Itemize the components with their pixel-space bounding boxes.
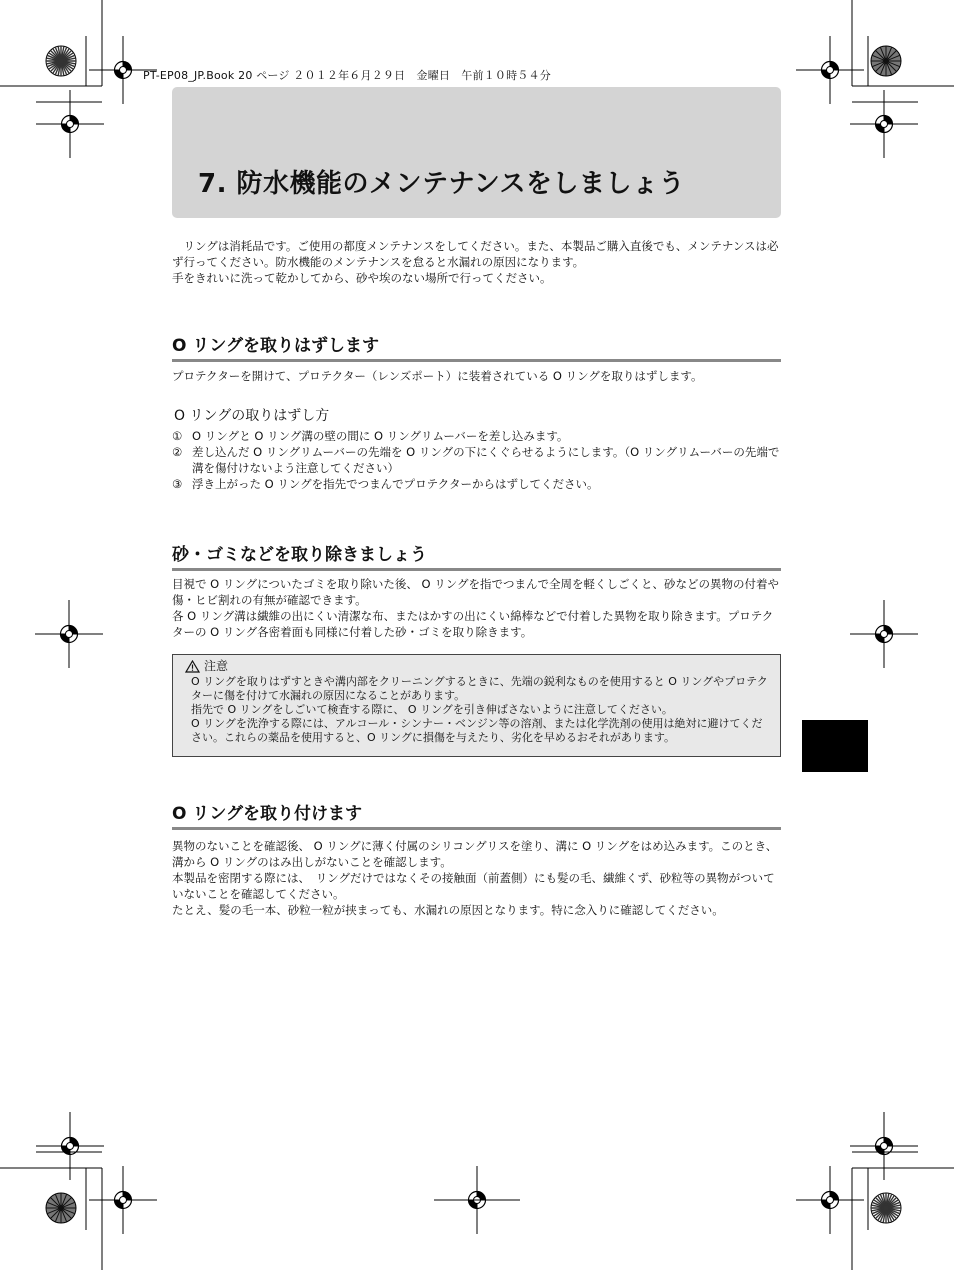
section3-paragraph: 異物のないことを確認後、 O リングに薄く付属のシリコングリスを塗り、溝に O リングをはめ込みます。このとき、溝から O リングのはみ出しがないことを確認します。: [172, 839, 778, 869]
step-number: ③: [172, 477, 183, 491]
section3-paragraph: 本製品を密閉する際には、 リングだけではなくその接触面（前蓋側）にも髪の毛、繊維くず、砂粒等の異物がついていないことを確認してください。: [172, 871, 775, 901]
intro-paragraph: リングは消耗品です。ご使用の都度メンテナンスをしてください。また、本製品ご購入直後でも、メンテナンスは必ず行ってください。防水機能のメンテナンスを怠ると水漏れの原因になります。: [172, 239, 779, 269]
section-heading-clean: 砂・ゴミなどを取り除きましょう: [172, 540, 781, 571]
section1-text: プロテクターを開けて、プロテクター（レンズポート）に装着されている O リングを取りはずします。: [172, 369, 703, 383]
section-heading-remove: O リングを取りはずします: [172, 331, 781, 362]
caution-title: 注意: [204, 659, 229, 673]
step-number: ①: [172, 429, 183, 443]
caution-item: 指先で O リングをしごいて検査する際に、 O リングを引き伸ばさないように注意してください。: [191, 703, 673, 716]
section2-paragraph: 各 O リング溝は繊維の出にくい清潔な布、またはかすの出にくい綿棒などで付着した異物を取り除きます。プロテクターの O リング各密着面も同様に付着した砂・ゴミを取り除きます。: [172, 609, 774, 639]
step-number: ②: [172, 445, 183, 459]
section3-paragraph: たとえ、髪の毛一本、砂粒一粒が挟まっても、水漏れの原因となります。特に念入りに確認してください。: [172, 903, 724, 917]
print-header: PT-EP08_JP.Book 20 ページ ２０１２年６月２９日 金曜日 午前１０時５４分: [143, 69, 551, 82]
page-title: 7. 防水機能のメンテナンスをしましょう: [198, 169, 685, 199]
section-heading-attach: O リングを取り付けます: [172, 799, 781, 830]
step-text: O リングと O リング溝の壁の間に O リングリムーバーを差し込みます。: [192, 429, 569, 443]
subheading-removal-method: O リングの取りはずし方: [174, 408, 330, 424]
caution-item: O リングを取りはずすときや溝内部をクリーニングするときに、先端の鋭利なものを使用すると O リングやプロテクターに傷を付けて水漏れの原因になることがあります。: [191, 675, 768, 702]
section2-paragraph: 目視で O リングについたゴミを取り除いた後、 O リングを指でつまんで全周を軽くしごくと、砂などの異物の付着や傷・ヒビ割れの有無が確認できます。: [172, 577, 780, 607]
step-text: 差し込んだ O リングリムーバーの先端を O リングの下にくぐらせるようにします。（O リングリムーバーの先端で溝を傷付けないよう注意してください）: [192, 445, 780, 475]
intro-paragraph: 手をきれいに洗って乾かしてから、砂や埃のない場所で行ってください。: [172, 271, 552, 285]
step-text: 浮き上がった O リングを指先でつまんでプロテクターからはずしてください。: [192, 477, 599, 491]
caution-item: O リングを洗浄する際には、アルコール・シンナー・ベンジン等の溶剤、または化学洗剤の使用は絶対に避けてください。これらの薬品を使用すると、O リングに損傷を与えたり、劣化を早めるおそれがあります。: [191, 717, 763, 744]
